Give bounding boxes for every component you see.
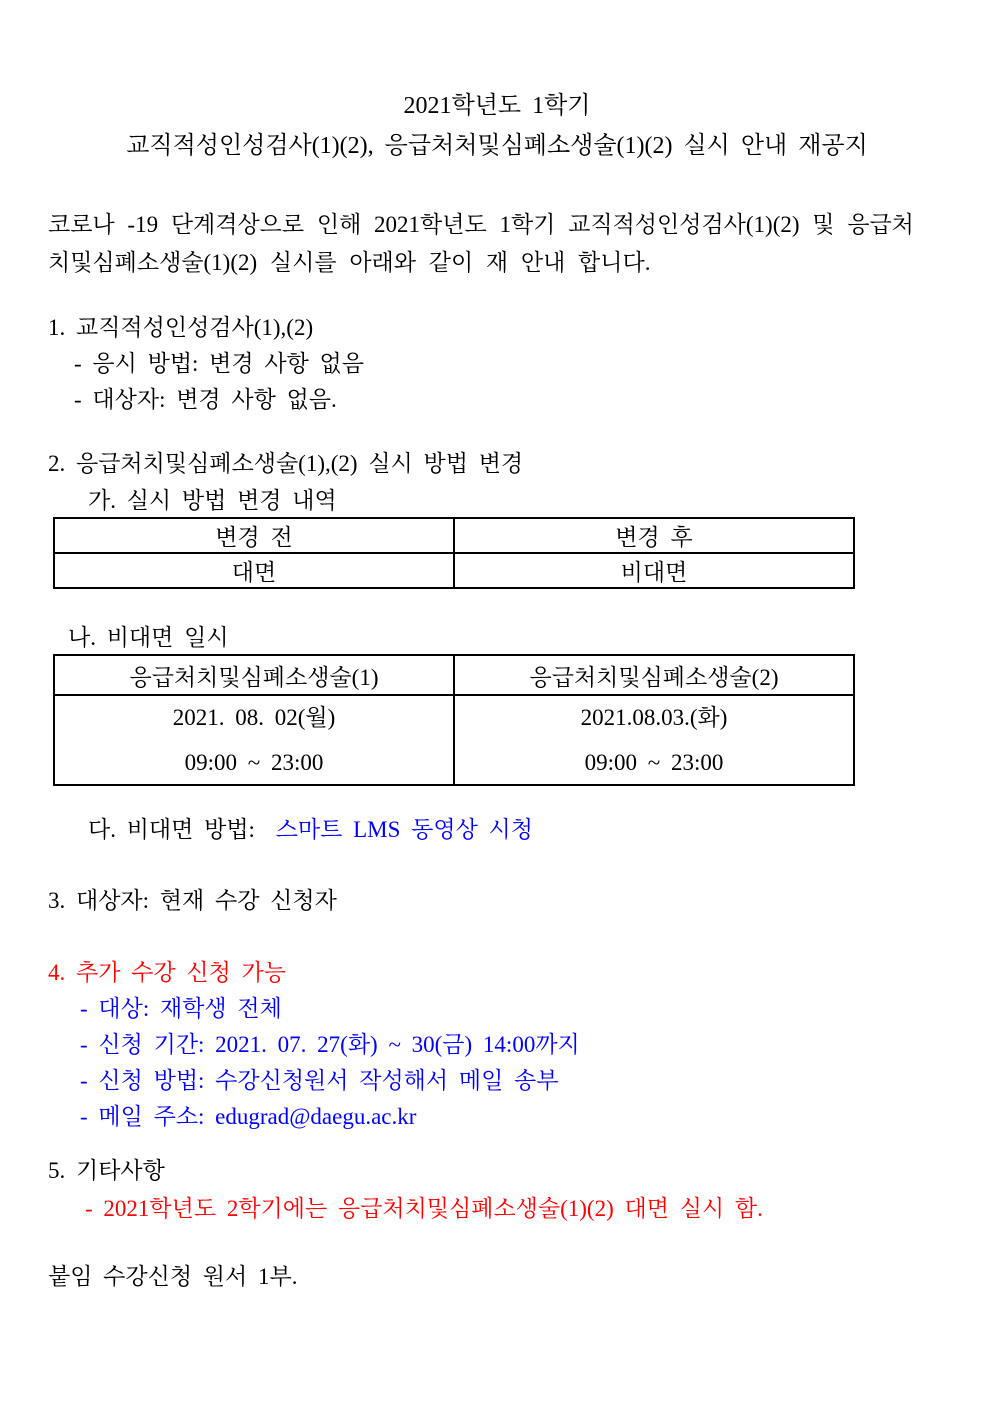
intro-line2: 치및심폐소생술(1)(2) 실시를 아래와 같이 재 안내 합니다. <box>48 250 651 275</box>
section3-heading: 3. 대상자: 현재 수강 신청자 <box>48 888 337 913</box>
intro-line1: 코로나 -19 단계격상으로 인해 2021학년도 1학기 교직적성인성검사(1)(2) 및 응급처 <box>48 212 914 237</box>
change-table-cell-before: 대면 <box>54 553 454 588</box>
doc-title-line2: 교직적성인성검사(1)(2), 응급처처및심폐소생술(1)(2) 실시 안내 재공지 <box>126 133 868 159</box>
section4-item: - 신청 기간: 2021. 07. 27(화) ~ 30(금) 14:00까지 <box>80 1032 580 1057</box>
doc-title-line1: 2021학년도 1학기 <box>403 93 591 119</box>
schedule-table-header-course2: 응급처치및심폐소생술(2) <box>454 655 854 695</box>
schedule-table-header-course1: 응급처치및심폐소생술(1) <box>54 655 454 695</box>
doc-title <box>48 86 946 166</box>
change-table <box>53 517 855 589</box>
schedule-table-header-row <box>54 655 854 695</box>
change-table-cell-after: 비대면 <box>454 553 854 588</box>
change-table-header-before: 변경 전 <box>54 518 454 553</box>
section1-item: - 대상자: 변경 사항 없음. <box>74 387 337 412</box>
section5-item: - 2021학년도 2학기에는 응급처치및심폐소생술(1)(2) 대면 실시 함. <box>85 1196 763 1221</box>
schedule-table-cell-course1 <box>54 695 454 785</box>
schedule-table-cell-course2 <box>454 695 854 785</box>
section4-item-email: - 메일 주소: edugrad@daegu.ac.kr <box>80 1104 417 1129</box>
section4-item: - 신청 방법: 수강신청원서 작성해서 메일 송부 <box>80 1068 559 1093</box>
section2-heading: 2. 응급처치및심폐소생술(1),(2) 실시 방법 변경 <box>48 451 524 476</box>
attachment-note: 붙임 수강신청 원서 1부. <box>48 1264 298 1289</box>
section2-sub-c <box>48 814 946 846</box>
section2-sub-b: 나. 비대면 일시 <box>68 625 229 650</box>
section5-heading: 5. 기타사항 <box>48 1158 165 1183</box>
section4-heading: 4. 추가 수강 신청 가능 <box>48 960 286 985</box>
section2-sub-c-value: 스마트 LMS 동영상 시청 <box>275 817 533 842</box>
section2-sub-a: 가. 실시 방법 변경 내역 <box>88 488 337 513</box>
section1-item: - 응시 방법: 변경 사항 없음 <box>74 351 364 376</box>
section2-sub-c-label: 다. 비대면 방법: <box>88 817 255 842</box>
schedule-date-course1: 2021. 08. 02(월) <box>172 704 336 730</box>
schedule-time-course1: 09:00 ~ 23:00 <box>184 749 324 775</box>
schedule-table-data-row <box>54 695 854 785</box>
section1-heading: 1. 교직적성인성검사(1),(2) <box>48 315 314 340</box>
section4-item: - 대상: 재학생 전체 <box>80 996 282 1021</box>
change-table-header-row <box>54 518 854 553</box>
schedule-time-course2: 09:00 ~ 23:00 <box>584 749 724 775</box>
change-table-header-after: 변경 후 <box>454 518 854 553</box>
schedule-table <box>53 654 855 786</box>
change-table-data-row <box>54 553 854 588</box>
schedule-date-course2: 2021.08.03.(화) <box>580 704 728 730</box>
intro-paragraph <box>48 206 946 282</box>
